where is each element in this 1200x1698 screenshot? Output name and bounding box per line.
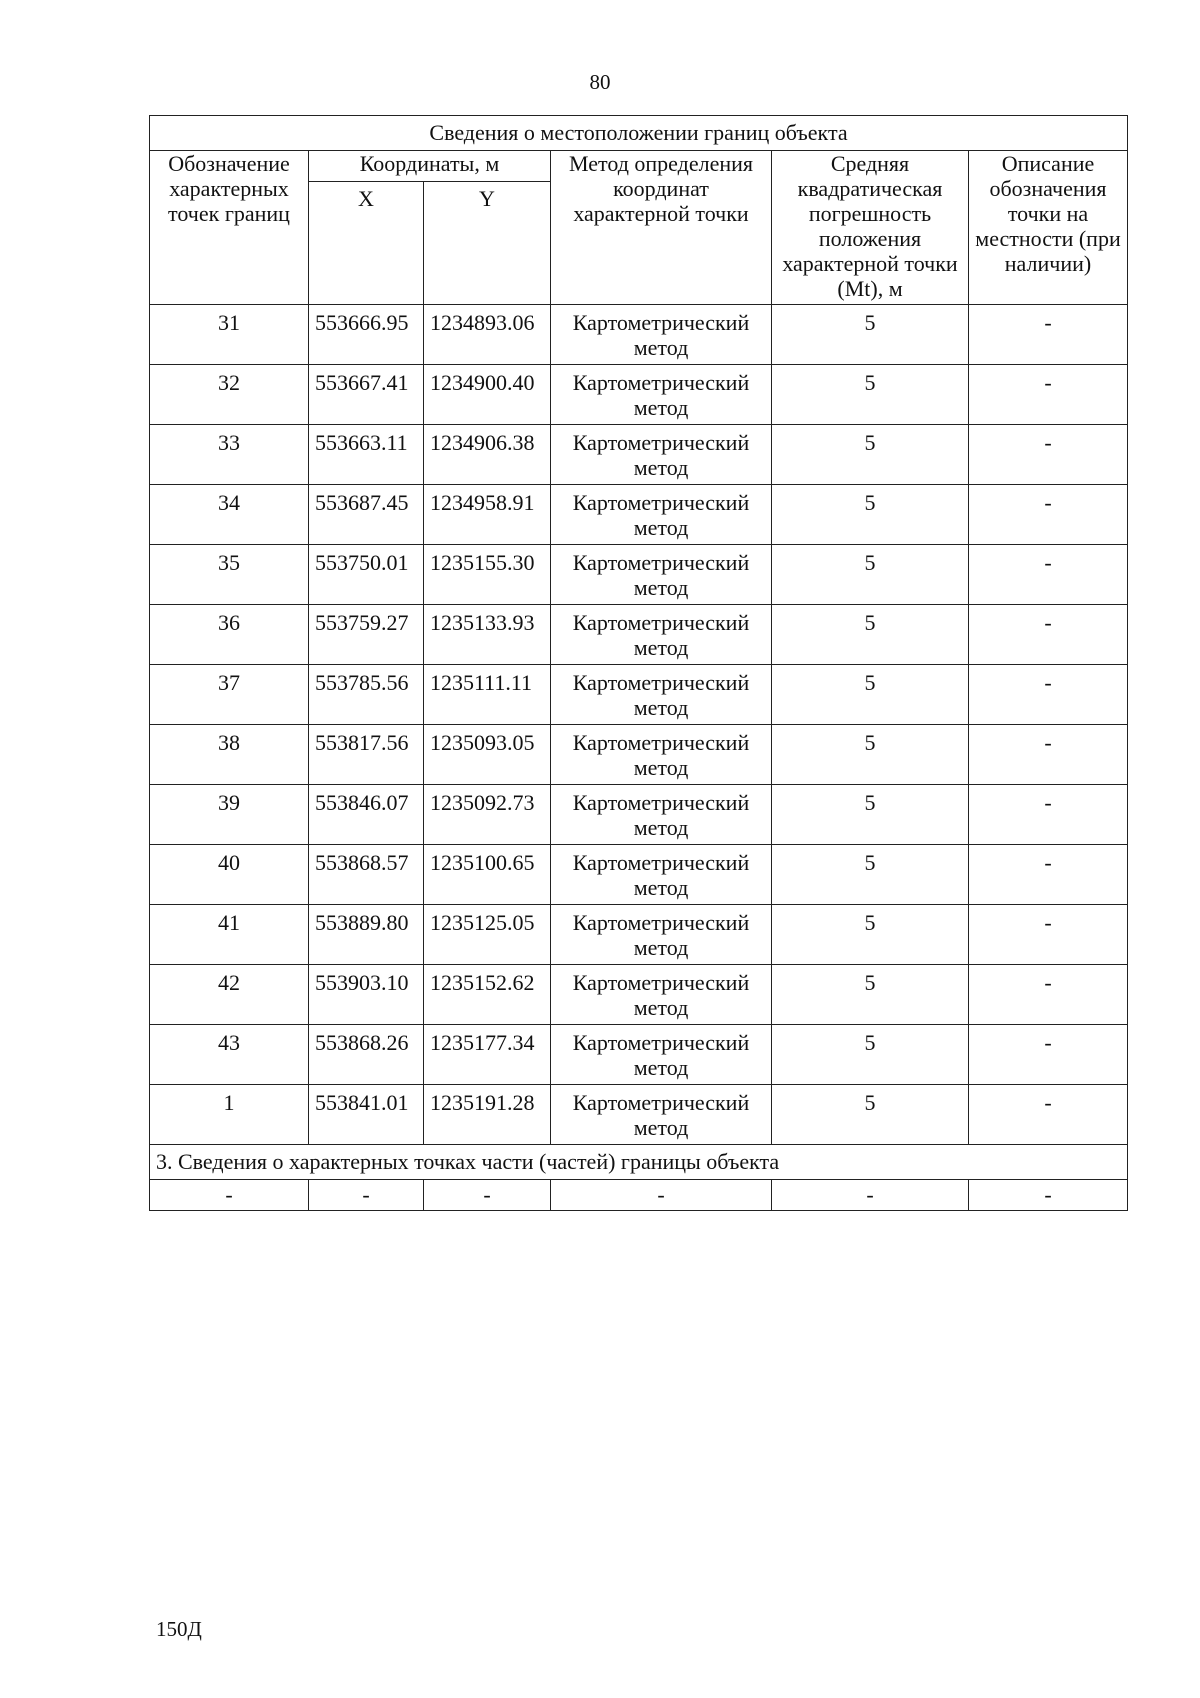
cell-point: 40 [150, 845, 309, 905]
cell-y: 1235093.05 [424, 725, 551, 785]
cell-x: 553687.45 [309, 485, 424, 545]
cell-error: 5 [772, 845, 969, 905]
cell-point: 34 [150, 485, 309, 545]
cell-y: 1235152.62 [424, 965, 551, 1025]
section-title: 3. Сведения о характерных точках части (частей) границы объекта [150, 1145, 1128, 1180]
cell-x: 553841.01 [309, 1085, 424, 1145]
cell-y: 1234958.91 [424, 485, 551, 545]
cell-error: 5 [772, 485, 969, 545]
table-row [150, 425, 1128, 485]
cell-x: 553759.27 [309, 605, 424, 665]
cell-description: - [969, 605, 1128, 665]
cell-method: Картометрический метод [551, 485, 772, 545]
cell-point: 38 [150, 725, 309, 785]
table-row [150, 785, 1128, 845]
cell-y: 1235133.93 [424, 605, 551, 665]
cell-description: - [969, 305, 1128, 365]
cell-x: 553846.07 [309, 785, 424, 845]
cell-y: 1234900.40 [424, 365, 551, 425]
empty-cell: - [772, 1180, 969, 1211]
cell-method: Картометрический метод [551, 305, 772, 365]
cell-description: - [969, 845, 1128, 905]
table-row [150, 1025, 1128, 1085]
cell-point: 43 [150, 1025, 309, 1085]
cell-x: 553903.10 [309, 965, 424, 1025]
cell-error: 5 [772, 1085, 969, 1145]
cell-error: 5 [772, 725, 969, 785]
section-row [150, 1145, 1128, 1180]
empty-row [150, 1180, 1128, 1211]
cell-method: Картометрический метод [551, 905, 772, 965]
header-x: X [309, 182, 424, 305]
cell-y: 1235111.11 [424, 665, 551, 725]
table-row [150, 845, 1128, 905]
cell-point: 36 [150, 605, 309, 665]
cell-error: 5 [772, 545, 969, 605]
cell-description: - [969, 1025, 1128, 1085]
cell-description: - [969, 1085, 1128, 1145]
cell-method: Картометрический метод [551, 425, 772, 485]
header-point: Обозначение характерных точек границ [150, 151, 309, 305]
cell-x: 553868.57 [309, 845, 424, 905]
cell-error: 5 [772, 605, 969, 665]
table-row [150, 905, 1128, 965]
cell-x: 553750.01 [309, 545, 424, 605]
cell-method: Картометрический метод [551, 545, 772, 605]
cell-y: 1234893.06 [424, 305, 551, 365]
cell-description: - [969, 365, 1128, 425]
cell-method: Картометрический метод [551, 845, 772, 905]
cell-point: 31 [150, 305, 309, 365]
cell-point: 42 [150, 965, 309, 1025]
cell-x: 553817.56 [309, 725, 424, 785]
cell-error: 5 [772, 365, 969, 425]
cell-point: 41 [150, 905, 309, 965]
empty-cell: - [551, 1180, 772, 1211]
cell-method: Картометрический метод [551, 665, 772, 725]
cell-error: 5 [772, 425, 969, 485]
page-number: 80 [589, 70, 611, 94]
header-error: Средняя квадратическая погрешность положения характерной точки (Mt), м [772, 151, 969, 305]
header-y: Y [424, 182, 551, 305]
cell-point: 37 [150, 665, 309, 725]
cell-error: 5 [772, 305, 969, 365]
table-body [150, 305, 1128, 1211]
cell-description: - [969, 545, 1128, 605]
table-row [150, 605, 1128, 665]
table-row [150, 725, 1128, 785]
cell-error: 5 [772, 965, 969, 1025]
cell-x: 553663.11 [309, 425, 424, 485]
empty-cell: - [424, 1180, 551, 1211]
cell-y: 1234906.38 [424, 425, 551, 485]
cell-error: 5 [772, 665, 969, 725]
cell-method: Картометрический метод [551, 605, 772, 665]
cell-y: 1235191.28 [424, 1085, 551, 1145]
table-row [150, 1085, 1128, 1145]
cell-description: - [969, 965, 1128, 1025]
cell-method: Картометрический метод [551, 725, 772, 785]
cell-description: - [969, 785, 1128, 845]
table-row [150, 365, 1128, 425]
cell-description: - [969, 725, 1128, 785]
cell-point: 1 [150, 1085, 309, 1145]
table-row [150, 485, 1128, 545]
cell-y: 1235092.73 [424, 785, 551, 845]
empty-cell: - [309, 1180, 424, 1211]
cell-y: 1235100.65 [424, 845, 551, 905]
table-row [150, 665, 1128, 725]
empty-cell: - [969, 1180, 1128, 1211]
cell-y: 1235125.05 [424, 905, 551, 965]
table-row [150, 965, 1128, 1025]
cell-y: 1235177.34 [424, 1025, 551, 1085]
cell-method: Картометрический метод [551, 1025, 772, 1085]
cell-x: 553868.26 [309, 1025, 424, 1085]
cell-y: 1235155.30 [424, 545, 551, 605]
cell-method: Картометрический метод [551, 1085, 772, 1145]
cell-point: 32 [150, 365, 309, 425]
cell-x: 553785.56 [309, 665, 424, 725]
cell-method: Картометрический метод [551, 785, 772, 845]
header-coords: Координаты, м [309, 151, 551, 182]
table-title: Сведения о местоположении границ объекта [150, 116, 1128, 151]
cell-x: 553889.80 [309, 905, 424, 965]
table-row [150, 305, 1128, 365]
cell-x: 553667.41 [309, 365, 424, 425]
header-description: Описание обозначения точки на местности (при наличии) [969, 151, 1128, 305]
cell-description: - [969, 485, 1128, 545]
cell-error: 5 [772, 1025, 969, 1085]
cell-description: - [969, 665, 1128, 725]
cell-point: 35 [150, 545, 309, 605]
table-row [150, 545, 1128, 605]
cell-method: Картометрический метод [551, 965, 772, 1025]
cell-x: 553666.95 [309, 305, 424, 365]
empty-cell: - [150, 1180, 309, 1211]
cell-error: 5 [772, 905, 969, 965]
cell-description: - [969, 425, 1128, 485]
boundary-points-table [149, 115, 1128, 1211]
cell-description: - [969, 905, 1128, 965]
footer-code: 150Д [156, 1617, 202, 1641]
cell-error: 5 [772, 785, 969, 845]
cell-point: 33 [150, 425, 309, 485]
header-method: Метод определения координат характерной точки [551, 151, 772, 305]
cell-method: Картометрический метод [551, 365, 772, 425]
cell-point: 39 [150, 785, 309, 845]
